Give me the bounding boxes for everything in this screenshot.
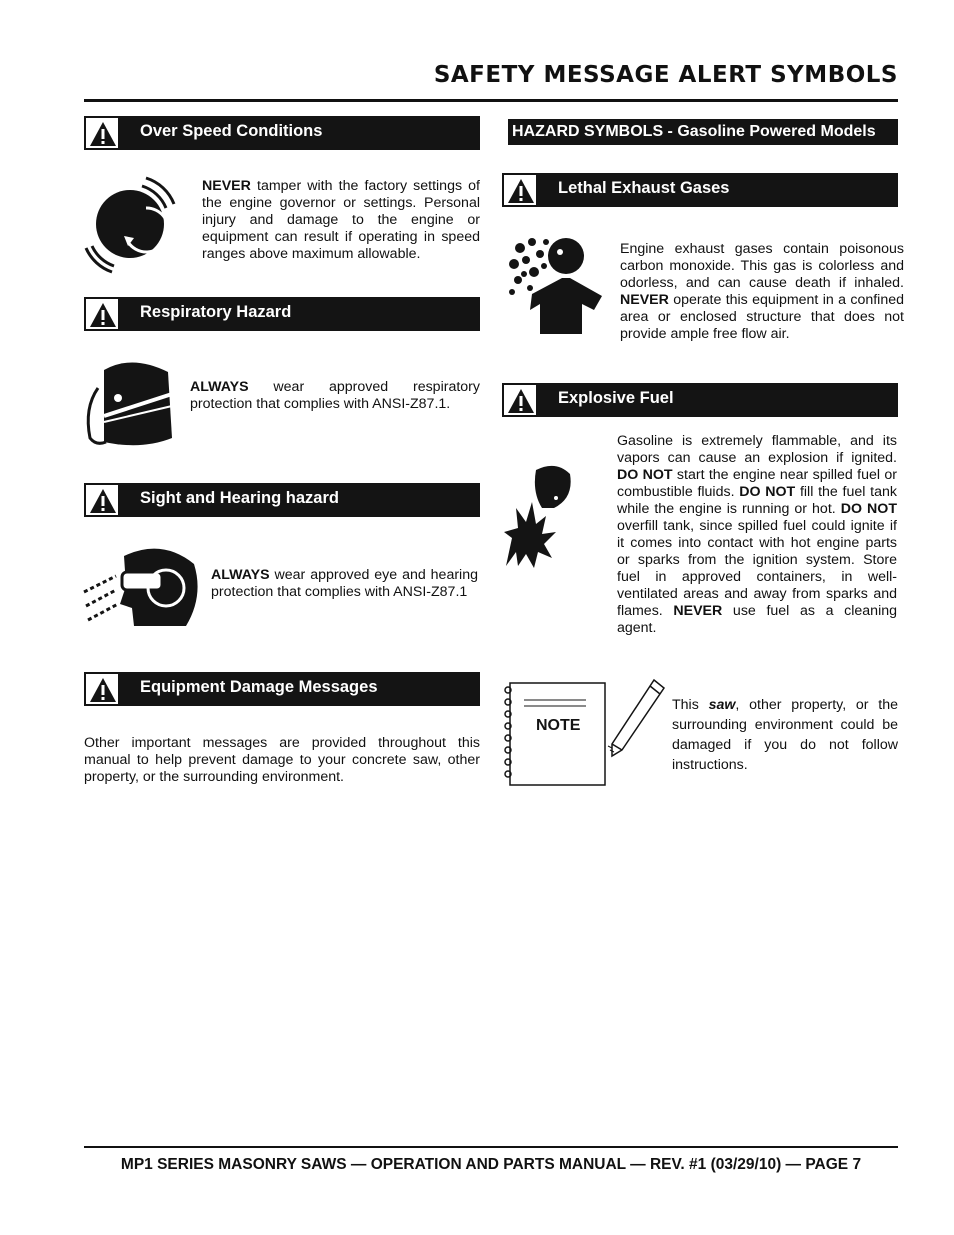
over-speed-title: Over Speed Conditions xyxy=(140,122,323,140)
exhaust-body-2: operate this equipment in a confined area or enclosed structure that does not provide ample free flow air. xyxy=(620,292,904,342)
note-text xyxy=(672,695,898,775)
exhaust-text xyxy=(620,241,904,343)
over-speed-text xyxy=(202,178,480,263)
footer-divider xyxy=(84,1146,898,1148)
eye-ear-protection-icon xyxy=(82,546,202,628)
explosive-text-3: fill the fuel tank while the engine is running or hot. xyxy=(617,484,897,517)
pencil-icon xyxy=(606,676,670,760)
warning-triangle-icon xyxy=(502,173,538,207)
sight-hearing-lead: ALWAYS xyxy=(211,567,270,583)
exhaust-gas-icon xyxy=(506,234,608,334)
explosive-text-2: start the engine near spilled fuel or combustible fluids. xyxy=(617,467,897,500)
warning-triangle-icon xyxy=(84,672,120,706)
sight-hearing-text xyxy=(211,567,478,601)
exhaust-body-1: Engine exhaust gases contain poisonous carbon monoxide. This gas is colorless and odorless, and can cause death if inhaled. xyxy=(620,241,904,291)
respiratory-header xyxy=(84,297,480,331)
explosive-header xyxy=(502,383,898,417)
respiratory-title: Respiratory Hazard xyxy=(140,303,292,321)
warning-triangle-icon xyxy=(84,483,120,517)
page-footer: MP1 SERIES MASONRY SAWS — OPERATION AND PARTS MANUAL — REV. #1 (03/29/10) — PAGE 7 xyxy=(120,1156,862,1173)
note-label: NOTE xyxy=(536,717,581,734)
sight-hearing-body: wear approved eye and hearing protection that complies with ANSI-Z87.1 xyxy=(211,567,478,600)
respiratory-text xyxy=(190,379,480,413)
equipment-damage-header xyxy=(84,672,480,706)
page-title: SAFETY MESSAGE ALERT SYMBOLS xyxy=(433,62,898,88)
notebook-icon xyxy=(500,680,610,790)
warning-triangle-icon xyxy=(84,297,120,331)
speed-rotation-icon xyxy=(84,172,184,274)
over-speed-lead: NEVER xyxy=(202,178,251,194)
note-emphasis: saw xyxy=(708,697,736,713)
warning-triangle-icon xyxy=(84,116,120,150)
note-text-pre: This xyxy=(672,697,709,713)
sight-hearing-title: Sight and Hearing hazard xyxy=(140,489,339,507)
explosive-bold-2: DO NOT xyxy=(739,484,796,500)
warning-triangle-icon xyxy=(502,383,538,417)
explosive-text-5: use fuel as a cleaning agent. xyxy=(617,603,898,636)
respiratory-lead: ALWAYS xyxy=(190,379,249,395)
explosive-title: Explosive Fuel xyxy=(558,389,674,407)
explosive-bold-3: DO NOT xyxy=(840,501,897,517)
hazard-symbols-heading: HAZARD SYMBOLS - Gasoline Powered Models xyxy=(508,119,898,145)
title-divider xyxy=(84,99,898,102)
explosion-icon xyxy=(502,462,574,570)
sight-hearing-header xyxy=(84,483,480,517)
explosive-text xyxy=(617,433,897,637)
explosive-text-1: Gasoline is extremely flammable, and its vapors can cause an explosion if ignited. xyxy=(617,433,897,466)
over-speed-body: tamper with the factory settings of the engine governor or settings. Personal injury and damage to the engine or equipment can result if operating in speed ranges above maximum allowable. xyxy=(202,178,480,262)
respiratory-body: wear approved respiratory protection that complies with ANSI-Z87.1. xyxy=(190,379,480,412)
equipment-damage-title: Equipment Damage Messages xyxy=(140,678,378,696)
exhaust-lead: NEVER xyxy=(620,292,669,308)
exhaust-title: Lethal Exhaust Gases xyxy=(558,179,730,197)
explosive-text-4: overfill tank, since spilled fuel could ignite if it comes into contact with hot engine parts or sparks from the ignition system. Store fuel in approved containers, in well-ventilated areas and away from sparks and flames. xyxy=(617,518,897,619)
explosive-bold-4: NEVER xyxy=(673,603,723,619)
exhaust-header xyxy=(502,173,898,207)
equipment-damage-text: Other important messages are provided throughout this manual to help prevent damage to your concrete saw, other property, or the surrounding environment. xyxy=(84,735,480,785)
over-speed-header xyxy=(84,116,480,150)
respirator-mask-icon xyxy=(82,358,178,448)
note-text-post: , other property, or the surrounding environment could be damaged if you do not follow instructions. xyxy=(672,697,898,773)
explosive-bold-1: DO NOT xyxy=(617,467,673,483)
